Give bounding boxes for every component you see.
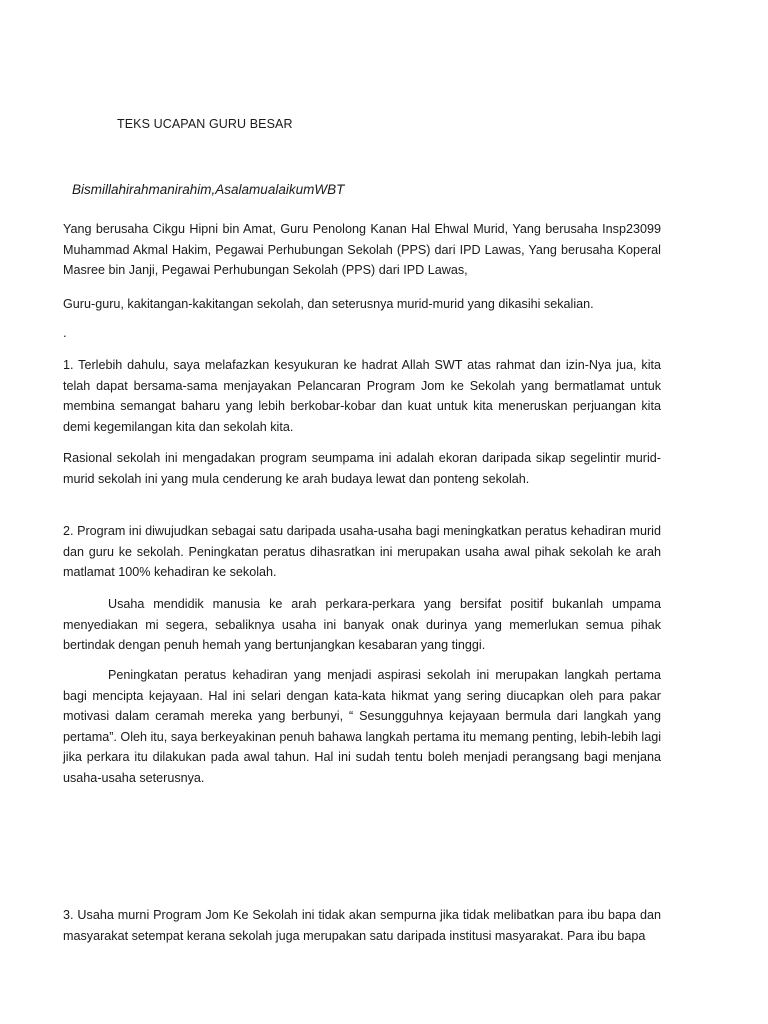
paragraph-2: 2. Program ini diwujudkan sebagai satu daripada usaha-usaha bagi meningkatkan peratus kehadiran murid dan guru ke sekolah. Peningkatan peratus dihasratkan ini merupakan usaha awal pihak sekolah ke arah matlamat 100% kehadiran ke sekolah. [63,524,661,580]
opening-greeting: Bismillahirahmanirahim,AsalamualaikumWBT [72,182,345,197]
audience-paragraph: Guru-guru, kakitangan-kakitangan sekolah, dan seterusnya murid-murid yang dikasihi sekalian. [63,297,594,311]
paragraph-1: 1. Terlebih dahulu, saya melafazkan kesyukuran ke hadrat Allah SWT atas rahmat dan izin-Nya jua, kita telah dapat bersama-sama menjayakan Pelancaran Program Jom ke Sekolah yang bermatlamat untuk membina semangat baharu yang lebih berkobar-kobar dan kuat untuk kita meneruskan perjuangan kita demi kegemilangan kita dan sekolah kita. [63,358,661,434]
paragraph-2c: Peningkatan peratus kehadiran yang menjadi aspirasi sekolah ini merupakan langkah pertama bagi mencipta kejayaan. Hal ini selari dengan kata-kata hikmat yang sering diucapkan oleh para pakar motivasi dalam ceramah mereka yang berbunyi, “ Sesungguhnya kejayaan bermula dari langkah yang pertama”. Oleh itu, saya berkeyakinan penuh bahawa langkah pertama itu memang penting, lebih-lebih lagi jika perkara itu dilakukan pada awal tahun. Hal ini sudah tentu boleh menjadi perangsang bagi menjana usaha-usaha seterusnya. [63,668,661,785]
paragraph-3: 3. Usaha murni Program Jom Ke Sekolah ini tidak akan sempurna jika tidak melibatkan para ibu bapa dan masyarakat setempat kerana sekolah juga merupakan satu daripada institusi masyarakat. Para ibu bapa [63,908,661,943]
document-title: TEKS UCAPAN GURU BESAR [117,117,293,131]
salutation-paragraph: Yang berusaha Cikgu Hipni bin Amat, Guru Penolong Kanan Hal Ehwal Murid, Yang berusaha Insp23099 Muhammad Akmal Hakim, Pegawai Perhubungan Sekolah (PPS) dari IPD Lawas, Yang berusaha Koperal Masree bin Janji, Pegawai Perhubungan Sekolah (PPS) dari IPD Lawas, [63,222,661,278]
paragraph-2b: Usaha mendidik manusia ke arah perkara-perkara yang bersifat positif bukanlah umpama menyediakan mi segera, sebaliknya usaha ini banyak onak durinya yang memerlukan semua pihak bertindak dengan penuh hemah yang bertunjangkan kesabaran yang tinggi. [63,597,661,653]
paragraph-1b: Rasional sekolah ini mengadakan program seumpama ini adalah ekoran daripada sikap segelintir murid-murid sekolah ini yang mula cenderung ke arah budaya lewat dan ponteng sekolah. [63,451,661,486]
stray-dot: . [63,325,67,340]
